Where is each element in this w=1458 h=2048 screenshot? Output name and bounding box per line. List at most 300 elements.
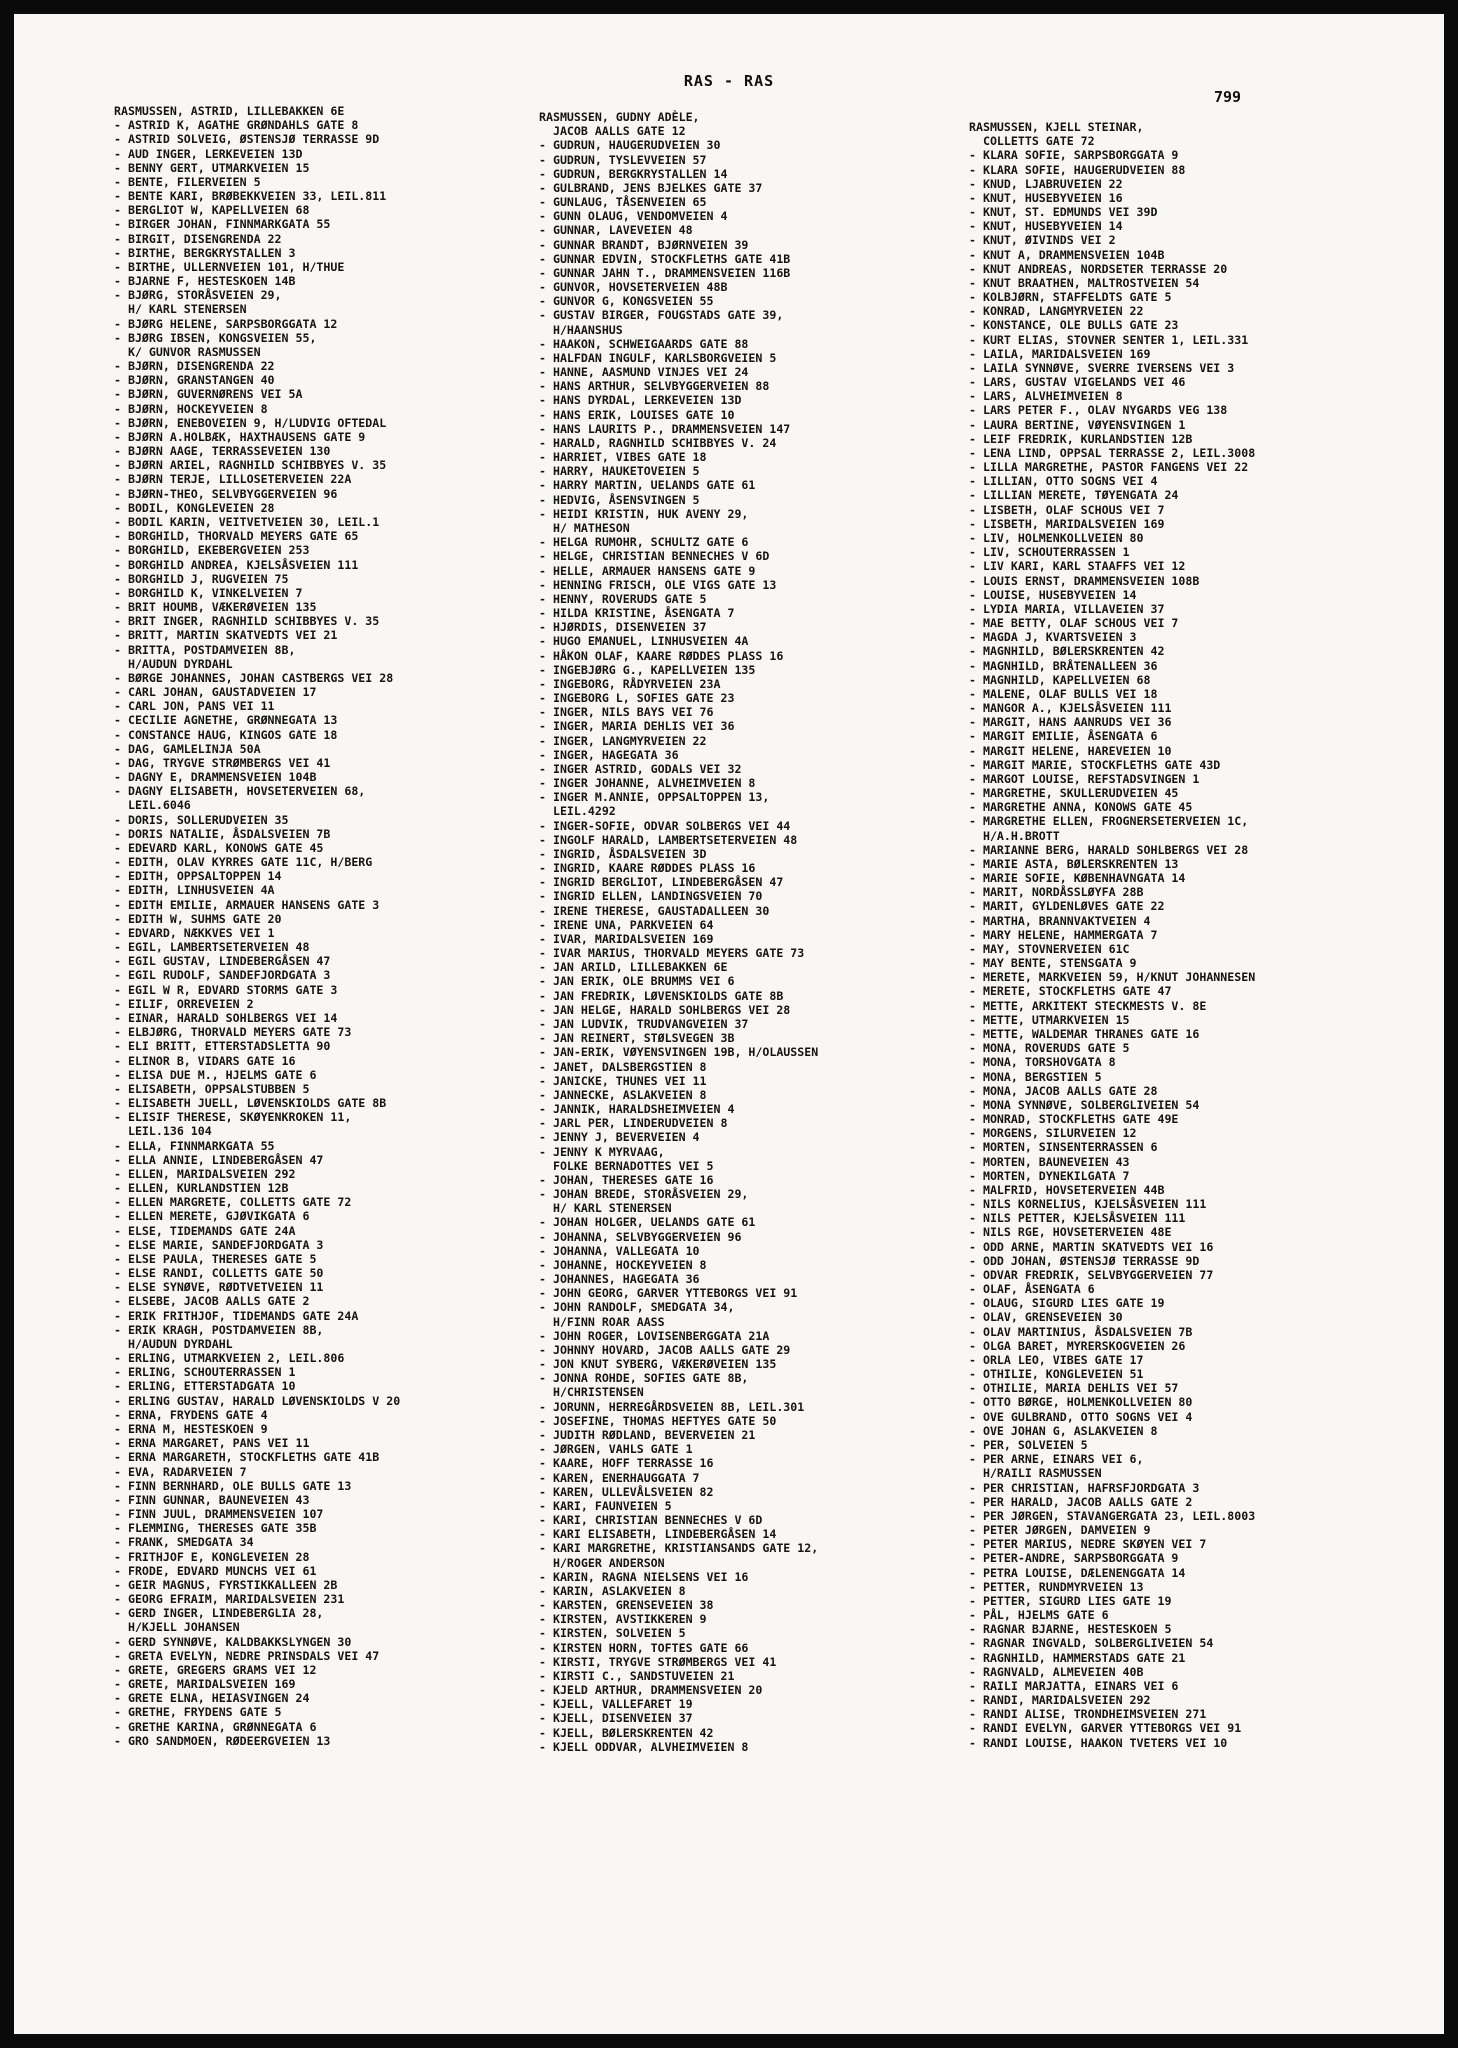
directory-entry-line: - FRITHJOF E, KONGLEVEIEN 28 [114, 1549, 310, 1564]
directory-entry-line: - KARI MARGRETHE, KRISTIANSANDS GATE 12, [539, 1541, 819, 1556]
directory-entry-line: - ELISABETH, OPPSALSTUBBEN 5 [114, 1081, 310, 1096]
directory-entry-line: - METTE, UTMARKVEIEN 15 [969, 1012, 1130, 1027]
directory-entry-line: - KJELL ODDVAR, ALVHEIMVEIEN 8 [539, 1739, 749, 1754]
directory-entry-line: - KARI, CHRISTIAN BENNECHES V 6D [539, 1513, 763, 1528]
directory-entry-line: - LIV KARI, KARL STAAFFS VEI 12 [969, 559, 1186, 574]
directory-entry-line: - GRETE, MARIDALSVEIEN 169 [114, 1677, 296, 1692]
directory-entry-line: - GUSTAV BIRGER, FOUGSTADS GATE 39, [539, 308, 784, 323]
directory-entry-line: - GUNVOR, HOVSETERVEIEN 48B [539, 280, 728, 295]
directory-entry-line: - ELLEN MERETE, GJØVIKGATA 6 [114, 1209, 310, 1224]
directory-entry-line: H/ MATHESON [539, 520, 630, 535]
directory-entry-line: - DORIS, SOLLERUDVEIEN 35 [114, 812, 289, 827]
directory-entry-line: - JANNECKE, ASLAKVEIEN 8 [539, 1087, 707, 1102]
directory-entry-line: - GEIR MAGNUS, FYRSTIKKALLEEN 2B [114, 1577, 338, 1592]
directory-entry-line: - ODVAR FREDRIK, SELVBYGGERVEIEN 77 [969, 1267, 1214, 1282]
directory-entry-line: - KARI, FAUNVEIEN 5 [539, 1498, 672, 1513]
directory-entry-line: - CARL JOHAN, GAUSTADVEIEN 17 [114, 685, 317, 700]
directory-entry-line: H/CHRISTENSEN [539, 1385, 644, 1400]
directory-entry-line: - LIV, SCHOUTERRASSEN 1 [969, 545, 1130, 560]
directory-entry-line: - LARS, ALVHEIMVEIEN 8 [969, 389, 1123, 404]
directory-entry-line: - PER JØRGEN, STAVANGERGATA 23, LEIL.8003 [969, 1508, 1256, 1523]
directory-entry-line: - GUNNAR BRANDT, BJØRNVEIEN 39 [539, 237, 749, 252]
directory-entry-line: RASMUSSEN, KJELL STEINAR, [969, 120, 1144, 134]
directory-entry-line: - HÅKON OLAF, KAARE RØDDES PLASS 16 [539, 648, 784, 663]
directory-entry-line: - KARIN, RAGNA NIELSENS VEI 16 [539, 1569, 749, 1584]
directory-entry-line: - MARGRETHE ANNA, KONOWS GATE 45 [969, 800, 1193, 815]
directory-entry-line: - JOSEFINE, THOMAS HEFTYES GATE 50 [539, 1413, 777, 1428]
directory-entry-line: - KJELL, VALLEFARET 19 [539, 1697, 693, 1712]
directory-entry-line: - FINN GUNNAR, BAUNEVEIEN 43 [114, 1492, 310, 1507]
directory-entry-line: - JOHNNY HOVARD, JACOB AALLS GATE 29 [539, 1342, 791, 1357]
directory-entry-line: - KNUT A, DRAMMENSVEIEN 104B [969, 247, 1165, 262]
directory-entry-line: - BORGHILD, EKEBERGVEIEN 253 [114, 543, 310, 558]
directory-entry-line: - BORGHILD, THORVALD MEYERS GATE 65 [114, 529, 359, 544]
directory-column-1 [114, 104, 400, 1748]
directory-entry-line: - HANS ERIK, LOUISES GATE 10 [539, 407, 735, 422]
directory-entry-line: - HILDA KRISTINE, ÅSENGATA 7 [539, 606, 735, 621]
directory-entry-line: - BJARNE F, HESTESKOEN 14B [114, 274, 296, 289]
directory-entry-line: - BJØRN-THEO, SELVBYGGERVEIEN 96 [114, 486, 338, 501]
directory-entry-line: - BJØRN TERJE, LILLOSETERVEIEN 22A [114, 472, 352, 487]
directory-entry-line: - INGER, HAGEGATA 36 [539, 747, 679, 762]
directory-entry-line: FOLKE BERNADOTTES VEI 5 [539, 1158, 714, 1173]
directory-entry-line: - RAGNAR BJARNE, HESTESKOEN 5 [969, 1622, 1172, 1637]
directory-entry-line: - GEORG EFRAIM, MARIDALSVEIEN 231 [114, 1592, 345, 1607]
directory-entry-line: - KIRSTI C., SANDSTUVEIEN 21 [539, 1668, 735, 1683]
directory-entry-line: - RAGNAR INGVALD, SOLBERGLIVEIEN 54 [969, 1636, 1214, 1651]
directory-entry-line: - BODIL KARIN, VEITVETVEIEN 30, LEIL.1 [114, 514, 380, 529]
directory-entry-line: - GUDRUN, BERGKRYSTALLEN 14 [539, 166, 728, 181]
directory-entry-line: - HELGA RUMOHR, SCHULTZ GATE 6 [539, 535, 749, 550]
directory-entry-line: - KJELD ARTHUR, DRAMMENSVEIEN 20 [539, 1683, 763, 1698]
directory-entry-line: - JOHAN, THERESES GATE 16 [539, 1172, 714, 1187]
directory-entry-line: - BORGHILD K, VINKELVEIEN 7 [114, 585, 303, 600]
directory-entry-line: - PETTER, RUNDMYRVEIEN 13 [969, 1579, 1144, 1594]
directory-entry-line: - GULBRAND, JENS BJELKES GATE 37 [539, 180, 763, 195]
directory-entry-line: - MAE BETTY, OLAF SCHOUS VEI 7 [969, 616, 1179, 631]
directory-entry-line: - OLGA BARET, MYRERSKOGVEIEN 26 [969, 1338, 1186, 1353]
directory-entry-line: - INGEBJØRG G., KAPELLVEIEN 135 [539, 662, 756, 677]
directory-entry-line: - BJØRG IBSEN, KONGSVEIEN 55, [114, 330, 317, 345]
directory-entry-line: - KNUT ANDREAS, NORDSETER TERRASSE 20 [969, 261, 1228, 276]
directory-entry-line: - MAGNHILD, KAPELLVEIEN 68 [969, 672, 1151, 687]
directory-entry-line: - HARALD, RAGNHILD SCHIBBYES V. 24 [539, 435, 777, 450]
directory-entry-line: - INGER M.ANNIE, OPPSALTOPPEN 13, [539, 790, 770, 805]
directory-entry-line: - MARIE SOFIE, KØBENHAVNGATA 14 [969, 871, 1186, 886]
directory-entry-line: - BENTE, FILERVEIEN 5 [114, 174, 261, 189]
directory-entry-line: - MONA, ROVERUDS GATE 5 [969, 1041, 1130, 1056]
directory-entry-line: - LISBETH, MARIDALSVEIEN 169 [969, 516, 1165, 531]
directory-entry-line: - ELISIF THERESE, SKØYENKROKEN 11, [114, 1110, 352, 1125]
directory-entry-line: H/AUDUN DYRDAHL [114, 1336, 233, 1351]
directory-entry-line: - ERLING, SCHOUTERRASSEN 1 [114, 1365, 296, 1380]
directory-entry-line: - HALFDAN INGULF, KARLSBORGVEIEN 5 [539, 350, 777, 365]
directory-entry-line: - PER, SOLVEIEN 5 [969, 1437, 1088, 1452]
directory-entry-line: - HJØRDIS, DISENVEIEN 37 [539, 620, 707, 635]
directory-entry-line: - IRENE UNA, PARKVEIEN 64 [539, 917, 714, 932]
directory-entry-line: - JORUNN, HERREGÅRDSVEIEN 8B, LEIL.301 [539, 1399, 805, 1414]
directory-entry-line: - ERNA M, HESTESKOEN 9 [114, 1421, 268, 1436]
directory-entry-line: - EDITH, OPPSALTOPPEN 14 [114, 869, 282, 884]
directory-entry-line: - KIRSTEN HORN, TOFTES GATE 66 [539, 1640, 749, 1655]
directory-entry-line: - INGER, LANGMYRVEIEN 22 [539, 733, 707, 748]
directory-entry-line: - KNUT, ST. EDMUNDS VEI 39D [969, 205, 1158, 220]
directory-entry-line: H/FINN ROAR AASS [539, 1314, 665, 1329]
directory-entry-line: - LARS, GUSTAV VIGELANDS VEI 46 [969, 375, 1186, 390]
directory-entry-line: H/RAILI RASMUSSEN [969, 1466, 1102, 1481]
directory-entry-line: - EGIL W R, EDVARD STORMS GATE 3 [114, 982, 338, 997]
directory-entry-line: - KONSTANCE, OLE BULLS GATE 23 [969, 318, 1179, 333]
directory-entry-line: - BODIL, KONGLEVEIEN 28 [114, 500, 275, 515]
directory-entry-line: - KURT ELIAS, STOVNER SENTER 1, LEIL.331 [969, 332, 1249, 347]
directory-entry-line: - MORGENS, SILURVEIEN 12 [969, 1126, 1137, 1141]
directory-entry-line: - INGEBORG, RÅDYRVEIEN 23A [539, 676, 721, 691]
directory-entry-line: - GERD INGER, LINDEBERGLIA 28, [114, 1606, 324, 1621]
directory-entry-line: - INGRID BERGLIOT, LINDEBERGÅSEN 47 [539, 875, 784, 890]
directory-entry-line: - RANDI, MARIDALSVEIEN 292 [969, 1693, 1151, 1708]
directory-entry-line: - LIV, HOLMENKOLLVEIEN 80 [969, 530, 1144, 545]
directory-entry-line: - HARRY MARTIN, UELANDS GATE 61 [539, 478, 756, 493]
directory-entry-line: - JØRGEN, VAHLS GATE 1 [539, 1442, 693, 1457]
directory-entry-line: - MERETE, STOCKFLETHS GATE 47 [969, 984, 1172, 999]
directory-entry-line: - ASTRID K, AGATHE GRØNDAHLS GATE 8 [114, 118, 359, 133]
directory-entry-line: H/KJELL JOHANSEN [114, 1620, 240, 1635]
directory-entry-line: - DAGNY E, DRAMMENSVEIEN 104B [114, 770, 317, 785]
directory-entry-line: - LYDIA MARIA, VILLAVEIEN 37 [969, 601, 1165, 616]
directory-entry-line: - BJØRG, STORÅSVEIEN 29, [114, 288, 282, 303]
directory-entry-line: - JOHANNES, HAGEGATA 36 [539, 1272, 700, 1287]
directory-entry-line: - EILIF, ORREVEIEN 2 [114, 996, 254, 1011]
directory-entry-line: - KOLBJØRN, STAFFELDTS GATE 5 [969, 290, 1172, 305]
directory-entry-line: - BRITTA, POSTDAMVEIEN 8B, [114, 642, 296, 657]
directory-entry-line: JACOB AALLS GATE 12 [539, 124, 686, 139]
directory-entry-line: - RAGNVALD, ALMEVEIEN 40B [969, 1664, 1144, 1679]
directory-entry-line: - OLAV, GRENSEVEIEN 30 [969, 1310, 1123, 1325]
directory-entry-line: - JENNY K MYRVAAG, [539, 1144, 665, 1159]
directory-entry-line: - HELLE, ARMAUER HANSENS GATE 9 [539, 563, 756, 578]
directory-entry-line: - FRODE, EDVARD MUNCHS VEI 61 [114, 1563, 317, 1578]
directory-entry-line: - MARGOT LOUISE, REFSTADSVINGEN 1 [969, 771, 1200, 786]
directory-entry-line: - INGRID, KAARE RØDDES PLASS 16 [539, 861, 756, 876]
directory-entry-line: - EDITH W, SUHMS GATE 20 [114, 911, 282, 926]
directory-entry-line: - EGIL, LAMBERTSETERVEIEN 48 [114, 940, 310, 955]
directory-entry-line: - ERNA, FRYDENS GATE 4 [114, 1407, 268, 1422]
directory-entry-line: - JOHAN BREDE, STORÅSVEIEN 29, [539, 1187, 749, 1202]
directory-entry-line: - FRANK, SMEDGATA 34 [114, 1535, 254, 1550]
directory-entry-line: - EDITH, OLAV KYRRES GATE 11C, H/BERG [114, 855, 373, 870]
directory-entry-line: - MARIT, GYLDENLØVES GATE 22 [969, 899, 1165, 914]
directory-entry-line: - ELLEN MARGRETE, COLLETTS GATE 72 [114, 1195, 352, 1210]
directory-entry-line: - BENTE KARI, BRØBEKKVEIEN 33, LEIL.811 [114, 189, 387, 204]
directory-entry-line: - JON KNUT SYBERG, VÆKERØVEIEN 135 [539, 1357, 777, 1372]
directory-entry-line: - KIRSTI, TRYGVE STRØMBERGS VEI 41 [539, 1654, 777, 1669]
directory-entry-line: - OLAV MARTINIUS, ÅSDALSVEIEN 7B [969, 1324, 1193, 1339]
directory-entry-line: - GUNNAR JAHN T., DRAMMENSVEIEN 116B [539, 265, 791, 280]
directory-entry-line: - PETER JØRGEN, DAMVEIEN 9 [969, 1523, 1151, 1538]
directory-entry-line: - ERLING, ETTERSTADGATA 10 [114, 1379, 296, 1394]
directory-entry-line: - MORTEN, DYNEKILGATA 7 [969, 1168, 1130, 1183]
directory-entry-line: - JOHANNE, HOCKEYVEIEN 8 [539, 1257, 707, 1272]
directory-entry-line: - LAILA, MARIDALSVEIEN 169 [969, 346, 1151, 361]
directory-entry-line: - JAN ARILD, LILLEBAKKEN 6E [539, 960, 728, 975]
directory-entry-line: - EDITH EMILIE, ARMAUER HANSENS GATE 3 [114, 897, 380, 912]
directory-entry-line: - ERLING GUSTAV, HARALD LØVENSKIOLDS V 20 [114, 1393, 401, 1408]
directory-entry-line: - INGRID, ÅSDALSVEIEN 3D [539, 846, 707, 861]
directory-entry-line: - BENNY GERT, UTMARKVEIEN 15 [114, 160, 310, 175]
directory-entry-line: - OTHILIE, MARIA DEHLIS VEI 57 [969, 1381, 1179, 1396]
directory-entry-line: - MONA, TORSHOVGATA 8 [969, 1055, 1116, 1070]
directory-entry-line: - KAREN, ULLEVÅLSVEIEN 82 [539, 1484, 714, 1499]
directory-entry-line: - KNUD, LJABRUVEIEN 22 [969, 176, 1123, 191]
directory-entry-line: - MARGIT MARIE, STOCKFLETHS GATE 43D [969, 757, 1221, 772]
directory-entry-line: - MALFRID, HOVSETERVEIEN 44B [969, 1182, 1165, 1197]
directory-entry-line: - NILS KORNELIUS, KJELSÅSVEIEN 111 [969, 1197, 1207, 1212]
directory-entry-line: - NILS RGE, HOVSETERVEIEN 48E [969, 1225, 1172, 1240]
directory-entry-line: - HUGO EMANUEL, LINHUSVEIEN 4A [539, 634, 749, 649]
directory-entry-line: - MARIE ASTA, BØLERSKRENTEN 13 [969, 856, 1179, 871]
page-number: 799 [1214, 88, 1242, 106]
directory-entry-line: - EGIL GUSTAV, LINDEBERGÅSEN 47 [114, 954, 331, 969]
directory-entry-line: - KARSTEN, GRENSEVEIEN 38 [539, 1598, 714, 1613]
directory-entry-line: - PER CHRISTIAN, HAFRSFJORDGATA 3 [969, 1480, 1200, 1495]
directory-entry-line: - ORLA LEO, VIBES GATE 17 [969, 1352, 1144, 1367]
directory-entry-line: - MARGRETHE ELLEN, FROGNERSETERVEIEN 1C, [969, 814, 1249, 829]
directory-entry-line: - OTHILIE, KONGLEVEIEN 51 [969, 1367, 1144, 1382]
directory-entry-line: - INGOLF HARALD, LAMBERTSETERVEIEN 48 [539, 832, 798, 847]
directory-entry-line: H/ KARL STENERSEN [539, 1201, 672, 1216]
directory-entry-line: - MARGRETHE, SKULLERUDVEIEN 45 [969, 786, 1179, 801]
directory-entry-line: - GRETHE KARINA, GRØNNEGATA 6 [114, 1719, 317, 1734]
directory-entry-line: - BIRTHE, BERGKRYSTALLEN 3 [114, 245, 296, 260]
directory-entry-line: - HEDVIG, ÅSENSVINGEN 5 [539, 492, 700, 507]
directory-entry-line: - ELINOR B, VIDARS GATE 16 [114, 1053, 296, 1068]
directory-entry-line: - INGER JOHANNE, ALVHEIMVEIEN 8 [539, 776, 756, 791]
directory-entry-line: - NILS PETTER, KJELSÅSVEIEN 111 [969, 1211, 1186, 1226]
directory-entry-line: - CARL JON, PANS VEI 11 [114, 699, 275, 714]
directory-entry-line: - JUDITH RØDLAND, BEVERVEIEN 21 [539, 1427, 756, 1442]
directory-entry-line: - IRENE THERESE, GAUSTADALLEEN 30 [539, 903, 770, 918]
directory-entry-line: - KNUT, HUSEBYVEIEN 14 [969, 219, 1123, 234]
directory-entry-line: - JOHANNA, VALLEGATA 10 [539, 1243, 700, 1258]
directory-entry-line: - BIRTHE, ULLERNVEIEN 101, H/THUE [114, 259, 345, 274]
directory-entry-line: - OLAF, ÅSENGATA 6 [969, 1282, 1095, 1297]
directory-entry-line: - KIRSTEN, SOLVEIEN 5 [539, 1626, 686, 1641]
directory-entry-line: - MORTEN, BAUNEVEIEN 43 [969, 1154, 1130, 1169]
directory-entry-line: - LISBETH, OLAF SCHOUS VEI 7 [969, 502, 1165, 517]
directory-entry-line: - DAG, TRYGVE STRØMBERGS VEI 41 [114, 755, 331, 770]
directory-entry-line: - ELSE SYNØVE, RØDTVETVEIEN 11 [114, 1280, 324, 1295]
directory-entry-line: - MARGIT EMILIE, ÅSENGATA 6 [969, 729, 1158, 744]
directory-entry-line: - RANDI LOUISE, HAAKON TVETERS VEI 10 [969, 1735, 1228, 1750]
directory-entry-line: - MONA, JACOB AALLS GATE 28 [969, 1083, 1158, 1098]
directory-entry-line: - JENNY J, BEVERVEIEN 4 [539, 1130, 700, 1145]
directory-entry-line: - METTE, WALDEMAR THRANES GATE 16 [969, 1027, 1200, 1041]
directory-page [14, 14, 1444, 2034]
directory-entry-line: - MONA SYNNØVE, SOLBERGLIVEIEN 54 [969, 1097, 1200, 1112]
directory-entry-line: - JANNIK, HARALDSHEIMVEIEN 4 [539, 1102, 735, 1117]
directory-entry-line: - KARI ELISABETH, LINDEBERGÅSEN 14 [539, 1527, 777, 1542]
directory-entry-line: - BJØRN, DISENGRENDA 22 [114, 359, 275, 374]
directory-entry-line: - INGEBORG L, SOFIES GATE 23 [539, 691, 735, 706]
directory-entry-line: - INGER ASTRID, GODALS VEI 32 [539, 761, 742, 776]
directory-entry-line: - ELLEN, KURLANDSTIEN 12B [114, 1181, 289, 1196]
directory-entry-line: - KAARE, HOFF TERRASSE 16 [539, 1456, 714, 1471]
directory-entry-line: - GUNLAUG, TÅSENVEIEN 65 [539, 195, 707, 210]
directory-entry-line: - MARIT, NORDÅSSLØYFA 28B [969, 885, 1144, 900]
directory-entry-line: - GRO SANDMOEN, RØDEERGVEIEN 13 [114, 1733, 331, 1748]
directory-entry-line: - JOHN GEORG, GARVER YTTEBORGS VEI 91 [539, 1286, 798, 1301]
directory-entry-line: - MARGIT, HANS AANRUDS VEI 36 [969, 715, 1172, 730]
directory-entry-line: LEIL.6046 [114, 798, 191, 813]
directory-entry-line: - MAY BENTE, STENSGATA 9 [969, 956, 1137, 971]
directory-entry-line: - LENA LIND, OPPSAL TERRASSE 2, LEIL.3008 [969, 445, 1256, 460]
directory-entry-line: - EDITH, LINHUSVEIEN 4A [114, 883, 275, 898]
directory-entry-line: - HEIDI KRISTIN, HUK AVENY 29, [539, 506, 749, 521]
directory-entry-line: - BJØRG HELENE, SARPSBORGGATA 12 [114, 316, 338, 331]
directory-entry-line: - BRIT HOUMB, VÆKERØVEIEN 135 [114, 600, 317, 615]
directory-entry-line: - FINN JUUL, DRAMMENSVEIEN 107 [114, 1507, 324, 1522]
directory-entry-line: - MARTHA, BRANNVAKTVEIEN 4 [969, 913, 1151, 928]
directory-entry-line: - MAGDA J, KVARTSVEIEN 3 [969, 630, 1137, 645]
directory-entry-line: H/AUDUN DYRDAHL [114, 656, 233, 671]
directory-entry-line: - LILLA MARGRETHE, PASTOR FANGENS VEI 22 [969, 460, 1249, 475]
directory-entry-line: - BERGLIOT W, KAPELLVEIEN 68 [114, 203, 310, 218]
directory-entry-line: - ELI BRITT, ETTERSTADSLETTA 90 [114, 1039, 331, 1054]
running-head: RAS - RAS [683, 72, 775, 90]
directory-entry-line: - LILLIAN MERETE, TØYENGATA 24 [969, 488, 1179, 503]
directory-entry-line: - PETRA LOUISE, DÆLENENGGATA 14 [969, 1565, 1186, 1580]
directory-entry-line: - HAAKON, SCHWEIGAARDS GATE 88 [539, 336, 749, 351]
directory-entry-line: - INGER, NILS BAYS VEI 76 [539, 705, 714, 720]
directory-entry-line: - ERNA MARGARET, PANS VEI 11 [114, 1436, 310, 1451]
directory-entry-line: - HENNY, ROVERUDS GATE 5 [539, 591, 707, 606]
directory-entry-line: - BIRGER JOHAN, FINNMARKGATA 55 [114, 217, 331, 232]
directory-entry-line: - EVA, RADARVEIEN 7 [114, 1464, 247, 1479]
directory-entry-line: - LARS PETER F., OLAV NYGARDS VEG 138 [969, 403, 1228, 418]
directory-entry-line: - HELGE, CHRISTIAN BENNECHES V 6D [539, 549, 770, 564]
directory-entry-line: - EGIL RUDOLF, SANDEFJORDGATA 3 [114, 968, 331, 983]
directory-entry-line: - ERNA MARGARETH, STOCKFLETHS GATE 41B [114, 1450, 380, 1465]
directory-entry-line: - MERETE, MARKVEIEN 59, H/KNUT JOHANNESEN [969, 970, 1256, 985]
directory-entry-line: - MANGOR A., KJELSÅSVEIEN 111 [969, 701, 1172, 716]
directory-entry-line: - JARL PER, LINDERUDVEIEN 8 [539, 1116, 728, 1131]
directory-entry-line: - BJØRN, ENEBOVEIEN 9, H/LUDVIG OFTEDAL [114, 415, 387, 430]
directory-entry-line: - ELSE RANDI, COLLETTS GATE 50 [114, 1266, 324, 1281]
directory-entry-line: - HARRIET, VIBES GATE 18 [539, 450, 707, 465]
directory-entry-line: H/ROGER ANDERSON [539, 1555, 665, 1570]
directory-entry-line: - MAGNHILD, BØLERSKRENTEN 42 [969, 644, 1165, 659]
directory-entry-line: - MALENE, OLAF BULLS VEI 18 [969, 686, 1158, 701]
directory-entry-line: - ELLA ANNIE, LINDEBERGÅSEN 47 [114, 1152, 324, 1167]
directory-entry-line: - GUDRUN, HAUGERUDVEIEN 30 [539, 138, 721, 153]
directory-entry-line: - RAGNHILD, HAMMERSTADS GATE 21 [969, 1650, 1186, 1665]
directory-entry-line: H/ KARL STENERSEN [114, 302, 247, 317]
directory-entry-line: - RANDI ALISE, TRONDHEIMSVEIEN 271 [969, 1707, 1207, 1722]
directory-entry-line: - JAN-ERIK, VØYENSVINGEN 19B, H/OLAUSSEN [539, 1045, 819, 1060]
directory-entry-line: - BJØRN A.HOLBÆK, HAXTHAUSENS GATE 9 [114, 429, 366, 444]
directory-entry-line: - KJELL, DISENVEIEN 37 [539, 1711, 693, 1726]
directory-entry-line: - HARRY, HAUKETOVEIEN 5 [539, 464, 700, 479]
directory-entry-line: - METTE, ARKITEKT STECKMESTS V. 8E [969, 998, 1207, 1013]
directory-entry-line: - ELSEBE, JACOB AALLS GATE 2 [114, 1294, 310, 1309]
directory-entry-line: RASMUSSEN, GUDNY ADÈLE, [539, 110, 700, 124]
directory-entry-line: - GUNN OLAUG, VENDOMVEIEN 4 [539, 209, 728, 224]
directory-entry-line: - JAN FREDRIK, LØVENSKIOLDS GATE 8B [539, 988, 784, 1003]
directory-entry-line: - BRIT INGER, RAGNHILD SCHIBBYES V. 35 [114, 614, 380, 629]
directory-entry-line: H/HAANSHUS [539, 322, 623, 337]
directory-entry-line: - HANS LAURITS P., DRAMMENSVEIEN 147 [539, 421, 791, 436]
directory-entry-line: - LOUISE, HUSEBYVEIEN 14 [969, 587, 1137, 602]
directory-entry-line: - JANICKE, THUNES VEI 11 [539, 1073, 707, 1088]
directory-entry-line: - MAY, STOVNERVEIEN 61C [969, 941, 1130, 956]
directory-entry-line: - GRETHE, FRYDENS GATE 5 [114, 1705, 282, 1720]
directory-entry-line: - AUD INGER, LERKEVEIEN 13D [114, 146, 303, 161]
directory-entry-line: - KNUT, ØIVINDS VEI 2 [969, 233, 1116, 248]
directory-entry-line: - CECILIE AGNETHE, GRØNNEGATA 13 [114, 713, 338, 728]
directory-entry-line: - JOHN ROGER, LOVISENBERGGATA 21A [539, 1328, 770, 1343]
directory-entry-line: - RANDI EVELYN, GARVER YTTEBORGS VEI 91 [969, 1721, 1242, 1736]
directory-entry-line: - INGRID ELLEN, LANDINGSVEIEN 70 [539, 889, 763, 904]
directory-entry-line: - BJØRN, GRANSTANGEN 40 [114, 373, 275, 388]
directory-entry-line: - JONNA ROHDE, SOFIES GATE 8B, [539, 1371, 749, 1386]
directory-entry-line: - DAG, GAMLELINJA 50A [114, 741, 261, 756]
directory-entry-line: - INGER-SOFIE, ODVAR SOLBERGS VEI 44 [539, 818, 791, 833]
directory-entry-line: - ERIK FRITHJOF, TIDEMANDS GATE 24A [114, 1308, 359, 1323]
directory-entry-line: - MAGNHILD, BRÅTENALLEEN 36 [969, 658, 1158, 673]
directory-entry-line: - ELLA, FINNMARKGATA 55 [114, 1138, 275, 1153]
directory-entry-line: - GERD SYNNØVE, KALDBAKKSLYNGEN 30 [114, 1634, 352, 1649]
directory-entry-line: - ODD JOHAN, ØSTENSJØ TERRASSE 9D [969, 1253, 1200, 1268]
directory-entry-line: LEIL.4292 [539, 804, 616, 819]
directory-entry-line: - OVE JOHAN G, ASLAKVEIEN 8 [969, 1423, 1158, 1438]
directory-entry-line: COLLETTS GATE 72 [969, 134, 1095, 149]
directory-entry-line: - KLARA SOFIE, HAUGERUDVEIEN 88 [969, 162, 1186, 177]
directory-entry-line: - BJØRN, HOCKEYVEIEN 8 [114, 401, 268, 416]
directory-entry-line: - GUNNAR EDVIN, STOCKFLETHS GATE 41B [539, 251, 791, 266]
directory-entry-line: - PER ARNE, EINARS VEI 6, [969, 1452, 1144, 1467]
directory-entry-line: - JAN REINERT, STØLSVEGEN 3B [539, 1031, 735, 1046]
directory-entry-line: - LEIF FREDRIK, KURLANDSTIEN 12B [969, 431, 1193, 446]
directory-entry-line: - DAGNY ELISABETH, HOVSETERVEIEN 68, [114, 784, 366, 799]
directory-entry-line: - ASTRID SOLVEIG, ØSTENSJØ TERRASSE 9D [114, 132, 380, 147]
directory-entry-line: - KJELL, BØLERSKRENTEN 42 [539, 1725, 714, 1740]
directory-entry-line: - JAN HELGE, HARALD SOHLBERGS VEI 28 [539, 1002, 791, 1017]
directory-entry-line: - GUNNAR, LAVEVEIEN 48 [539, 223, 693, 238]
directory-entry-line: LEIL.136 104 [114, 1124, 212, 1139]
directory-entry-line: H/A.H.BROTT [969, 828, 1060, 843]
directory-entry-line: - JANET, DALSBERGSTIEN 8 [539, 1059, 707, 1074]
directory-entry-line: - KIRSTEN, AVSTIKKEREN 9 [539, 1612, 707, 1627]
directory-entry-line: - MORTEN, SINSENTERRASSEN 6 [969, 1140, 1158, 1155]
directory-entry-line: - ELBJØRG, THORVALD MEYERS GATE 73 [114, 1025, 352, 1040]
directory-entry-line: - MONA, BERGSTIEN 5 [969, 1069, 1102, 1084]
directory-entry-line: - LOUIS ERNST, DRAMMENSVEIEN 108B [969, 573, 1200, 588]
directory-entry-line: - GUDRUN, TYSLEVVEIEN 57 [539, 152, 707, 167]
directory-entry-line: RASMUSSEN, ASTRID, LILLEBAKKEN 6E [114, 104, 345, 118]
directory-entry-line: - GRETE, GREGERS GRAMS VEI 12 [114, 1662, 317, 1677]
directory-entry-line: - LAURA BERTINE, VØYENSVINGEN 1 [969, 417, 1186, 432]
directory-entry-line: - KONRAD, LANGMYRVEIEN 22 [969, 304, 1144, 319]
directory-entry-line: - OTTO BØRGE, HOLMENKOLLVEIEN 80 [969, 1395, 1193, 1410]
directory-entry-line: - EINAR, HARALD SOHLBERGS VEI 14 [114, 1011, 338, 1025]
directory-entry-line: - JAN ERIK, OLE BRUMMS VEI 6 [539, 974, 735, 989]
directory-entry-line: - ERLING, UTMARKVEIEN 2, LEIL.806 [114, 1351, 345, 1366]
directory-entry-line: - KLARA SOFIE, SARPSBORGGATA 9 [969, 148, 1179, 163]
directory-entry-line: - ELSE PAULA, THERESES GATE 5 [114, 1251, 317, 1266]
directory-entry-line: - GUNVOR G, KONGSVEIEN 55 [539, 294, 714, 309]
directory-entry-line: - RAILI MARJATTA, EINARS VEI 6 [969, 1678, 1179, 1693]
directory-entry-line: - ELSE MARIE, SANDEFJORDGATA 3 [114, 1237, 324, 1252]
